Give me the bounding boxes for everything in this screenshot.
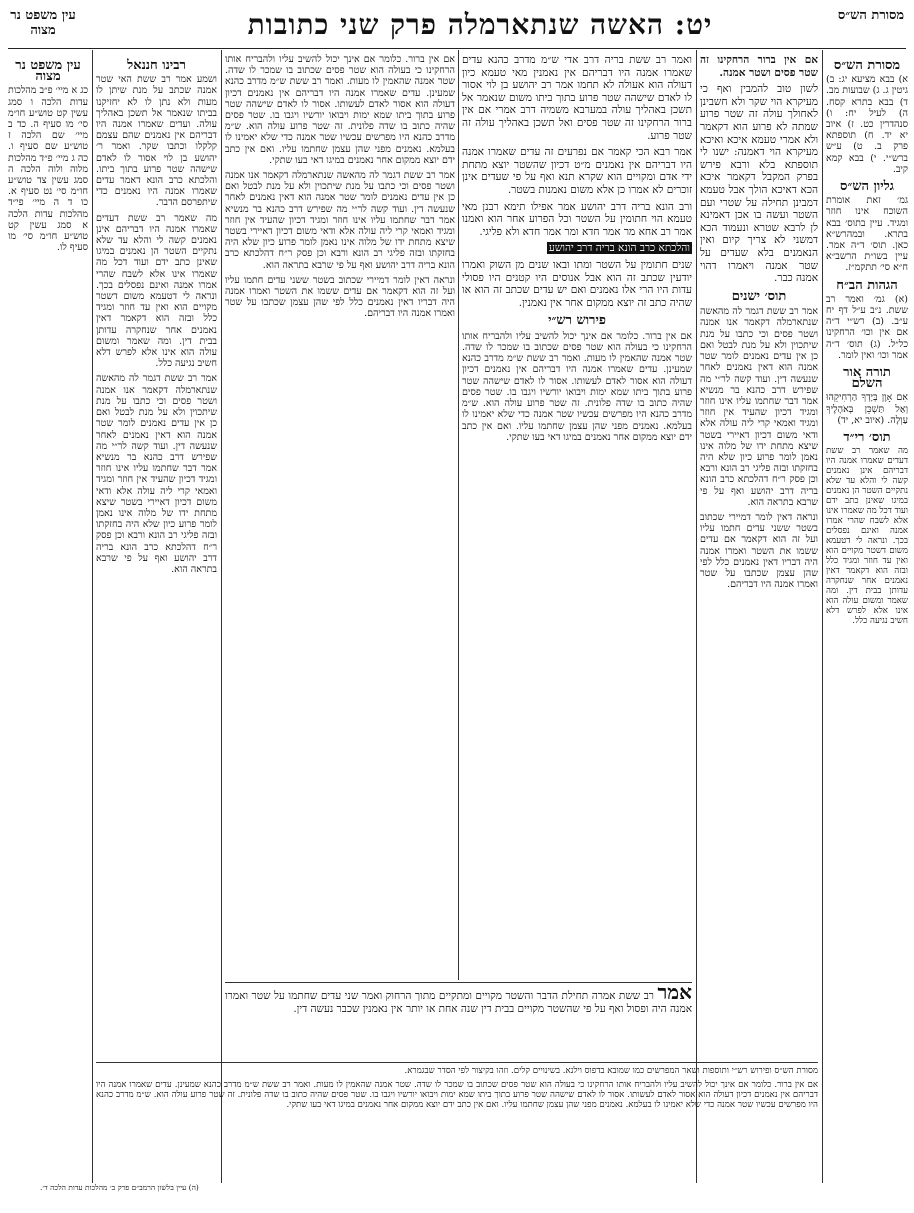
gemara-paragraph: ואמר רב ששת בריה דרב אדי ש״מ מדרב כהנא עדים שאמרו אמנה היו דבריהם אין נאמנין מאי טעמא כיון דעולה הוא אעולה לא תחמו אמר רב יהושע בן לוי אסור לו לאדם שישהה שטר פרוע בתוך ביתו משום שנאמר אל תשכן באהליך עולה במערבא משמיה דרב אמרי אם אין ברור הרחקינו זה שטר פסים ואל תשכן באהליך עולה זה שטר פרוע. <box>462 54 692 142</box>
tosafot-yeshanim-title: תוס׳ ישנים <box>731 288 787 304</box>
right-commentary-lead: אם אין ברור הרחקינו זה שטר פסים ושטר אמנה. <box>700 54 818 79</box>
tosafot-yeshanim-extra: ונראה דאין לומר דמיירי שכתוב בשטר ששני עדים חתמו עליו ועל זה הוא דקאמר אם עדים ששמו את השטר ואמרו אמנה היה דבריו דאין נאמנים כלל לפי שהן עצמן שכתבו על שטר ואמרו אמנה היו דבריהם. <box>700 511 818 591</box>
ein-mishpat-text: כג א מיי׳ פ״ב מהלכות עדות הלכה ו סמג עשין קט טוש״ע חו״מ סי׳ מו סעיף ה. כד ב מיי׳ שם הלכה ז טוש״ע שם סעיף ו. כה ג מיי׳ פ״ד מהלכות מלוה ולוה הלכה ה סמג עשין צד טוש״ע חו״מ סי׳ נט סעיף א. כו ד ה מיי׳ פי״ד מהלכות עדות הלכה א סמג עשין קט טוש״ע חו״מ סי׳ מו סעיף לו. <box>8 85 88 254</box>
footer-text: מסורת הש״ס ופירוש רש״י ותוספות ושאר המפרשים כמו שמובא בדפוס וילנא. בשינויים קלים. וזהו בקיצור לפי הסדר שבגמרא. <box>404 1066 818 1076</box>
gemara-paragraph: ורב הונא בריה דרב יהושע אמר אפילו תימא רבנן מאי טעמא הוי חתומין על השטר וכל הפרוע אחר הוא ואמנו אמר רב אחא מר אמר חדא ומר אמר חדא ולא פליגי. <box>462 200 692 238</box>
rubric-text: רב ששת אמרה תחילת הדבר והשטר מקויים ומתקיים מתוך הרחוק ואמר שני עדים שחתמו על שטר ואמרו אמנה היה ופסול ואף על פי שהשטר מקויים בבית דין שנה אחת או יותר אין נאמנין שכבר נעשה דין. <box>225 990 692 1015</box>
rabbeinu-chananel-text: ושמע אמר רב ששת האי שטר אמנה שכתב על מנת שיתן לו מעות ולא נתן לו לא יחזיקנו בביתו שנאמר אל תשכן באהליך עולה. ועדים שאמרו אמנה היו דבריהם אין נאמנים שהם עצמם קלקלו וכתבו שקר. ואמר ר׳ יהושע בן לוי אסור לו לאדם שישהה שטר פרוע בתוך ביתו. והלכתא כרב הונא דאמר עדים שאמרו אמנה היו נאמנים כדי שיתפרסם הדבר. <box>96 74 217 209</box>
masoret-column <box>826 54 908 1179</box>
column-divider <box>822 50 823 1183</box>
halacha-highlight: והלכתא כרב הונא בריה דרב יהושע <box>548 242 690 255</box>
torah-or-text: אִם אָוֶן בְּיָדְךָ הַרְחִיקֵהוּ וְאַל תַּשְׁכֵּן בְּאֹהָלֶיךָ עַוְלָה. (איוב יא, יד) <box>826 392 908 426</box>
ein-mishpat-label: עין משפט נר מצוה <box>10 8 76 38</box>
tosafot-continuation: אמר רב ששת דגמר לה מהאשה שנתארמלה דקאמר אנו אמנה ושטר פסים וכי כתבו על מנת שיתכוין ולא על מנת לבטל ואם כן אין עדים נאמנים לומר שטר אמנה הוא דאין נאמנים לאחר שנעשה דין. ועוד קשה לר״י מה שפירש דרב כהנא בר מנשיא אמר דבר שחתמו עליו אינו חוזר ומגיד דכיון שהעיד אין חוזר ומגיד ואמאי קרי ליה עולה אלא ודאי משום דכיון דאיירי בשטר שיצא מתחת ידו של מלוה אינו נאמן לומר פרוע כיון שלא היה בחזקתו ובזה פליגי רב הונא ורבא וכן פסק ר״ח דהלכתא כרב הונא בריה דרב יהושע ואף על פי שרבא בתראה הוא. <box>225 170 455 271</box>
tosafot-rid-title: תוס׳ רי״ד <box>843 430 891 446</box>
column-divider <box>696 50 697 1183</box>
torah-or-title: תורה אור השלם <box>843 365 891 392</box>
rubric-rule <box>225 982 692 983</box>
rabbeinu-chananel-text-3: אמר רב ששת דגמר לה מהאשה שנתארמלה דקאמר אנו אמנה ושטר פסים וכי כתבו על מנת שיתכוין ולא על מנת לבטל ואם כן אין עדים נאמנים לומר שטר אמנה הוא דאין נאמנים לאחר שנעשה דין. ועוד קשה לר״י מה שפירש דרב כהנא בר מנשיא אמר דבר שחתמו עליו אינו חוזר ומגיד דכיון שהעיד אין חוזר ומגיד ואמאי קרי ליה עולה אלא ודאי משום דכיון דאיירי בשטר שיצא מתחת ידו של מלוה אינו נאמן לומר פרוע כיון שלא היה בחזקתו ובזה פליגי רב הונא ורבא וכן פסק ר״ח דהלכתא כרב הונא בריה דרב יהושע ואף על פי שרבא בתראה הוא. <box>96 373 217 575</box>
rashi-continuation: אם אין ברור. כלומר אם אינך יכול להשיב עליו ולהבריח אותו הרחקינו כי בעולה הוא שטר פסים שכתוב בו שמכר לו שדה. שטר אמנה שהאמין לו מעות. ואמר רב ששת ש״מ מדרב כהנא שמעינן. עדים שאמרו אמנה היו דבריהם אין נאמנים דכיון דעולה הוא אסור לאדם לעשותו. אסור לו לאדם שישהה שטר פרוע בתוך ביתו שמא ימות ויבואו יורשיו ויגבו בו. שטר פסים שהיה כתוב בו שדה פלונית. זה שטר פרוע עולה הוא. ש״מ מדרב כהנא היו מפרשים עכשיו שטר אמנה כדי שלא יאמינו לו בעלמא. נאמנים מפני שהן עצמן שחתמו עליו. ואם אין כתב ידם יוצא ממקום אחר נאמנים במיגו דאי בעו שתקי. <box>225 54 455 166</box>
right-commentary-text: לשון טוב להמבין ואף כי מעיקרא הוי שקר ולא חשבינן לאחולך עולה זה שטר פרוע שמתה לא פרוע הוא דקאמר ולא אמרי טעמא איכא ואיכא מעיקרא הוי דאמנה: ישנו לי תוספתא בלא ורבא פירש בפרק המקבל דקאמר איכא הכא דאיכא הולך אבל טעמא דמבינן תחילה על שטרי ועם השטר ועשה בו אכן דאמינא לן לרבא שטרא ונעמוד הכא דמשני לא צריך קיום ואין הנאמנים בלא שעדים על שטר אמנה ויאמרו דהוי אמנה כבר. <box>700 83 818 285</box>
gilyon-title: גליון הש״ס <box>840 179 894 195</box>
ein-mishpat-title: עין משפט נר מצוה <box>15 58 81 85</box>
tosafot-rid-text: מה שאמר רב ששת דעדים שאמרו אמנה היו דבריהם אינן נאמנים קשה לי והלא עד שלא נתקיים השטר הן נאמנים במיגו שאינן כתב ידם ועוד דכל מה שאמרו אינו אלא לשבח שהרי אמרו אמנה ואינם נפסלים בכך. ונראה לי דטעמא משום דשטר מקויים הוא ואין עד חוזר ומגיד כלל ובזה הוא דקאמר דאין נאמנים אחר שנחקרה עדותן בבית דין. ומה שאמר ומשום עולה הוא אינו אלא לפרש דלא חשיב נגיעה כלל. <box>826 446 908 627</box>
rabbeinu-chananel-column <box>96 54 217 1179</box>
header-rule <box>8 48 906 49</box>
footer-rashi: אם אין ברור. כלומר אם אינך יכול להשיב עליו ולהבריח אותו הרחקינו כי בעולה הוא שטר פסים שכתוב בו שמכר לו שדה. שטר אמנה שהאמין לו מעות. ואמר רב ששת ש״מ מדרב כהנא שמעינן. עדים שאמרו אמנה היו דבריהם אין נאמנים דכיון דעולה הוא אסור לאדם לעשותו. אסור לו לאדם שישהה שטר פרוע בתוך ביתו שמא ימות ויבואו יורשיו ויגבו בו. שטר פסים שהיה כתוב בו שדה פלונית. זה שטר פרוע עולה הוא. ש״מ מדרב כהנא היו מפרשים עכשיו שטר אמנה כדי שלא יאמינו לו בעלמא. נאמנים מפני שהן עצמן שחתמו עליו. ואם אין כתב ידם יוצא ממקום אחר נאמנים במיגו דאי בעו שתקי. <box>96 1080 818 1110</box>
column-divider <box>92 50 93 1183</box>
rashi-text: אם אין ברור. כלומר אם אינך יכול להשיב עליו ולהבריח אותו הרחקינו כי בעולה הוא שטר פסים שכתוב בו שמכר לו שדה. שטר אמנה שהאמין לו מעות. ואמר רב ששת ש״מ מדרב כהנא שמעינן. עדים שאמרו אמנה היו דבריהם אין נאמנים דכיון דעולה הוא אסור לאדם לעשותו. אסור לו לאדם שישהה שטר פרוע בתוך ביתו שמא ימות ויבואו יורשיו ויגבו בו. שטר פסים שהיה כתוב בו שדה פלונית. זה שטר פרוע עולה הוא. ש״מ מדרב כהנא היו מפרשים עכשיו שטר אמנה כדי שלא יאמינו לו בעלמא. נאמנים מפני שהן עצמן שחתמו עליו. ואם אין כתב ידם יוצא ממקום אחר נאמנים במיגו דאי בעו שתקי. <box>462 330 692 443</box>
tosafot-continuation-extra: ונראה דאין לומר דמיירי שכתוב בשטר ששני עדים חתמו עליו ועל זה הוא דקאמר אם עדים ששמו את השטר ואמרו אמנה היה דבריו דאין נאמנים כלל לפי שהן עצמן שכתבו על שטר ואמרו אמנה היו דבריהם. <box>225 274 455 320</box>
gilyon-text: גמ׳ זאת אומרת השוכח אינו חוזר ומגיד. עיין בתוס׳ בבא בתרא. ובמהרש״א כאן. תוס׳ ד״ה אמר. עיין בשו״ת הרשב״א ח״א סי׳ תתקמ״ז. <box>826 195 908 274</box>
column-divider <box>458 50 459 980</box>
footer-commentary <box>96 1066 818 1178</box>
masoret-text: א) בבא מציעא יג: ב) גיטין ג. ג) שבועות מב. ד) בבא בתרא קסח. ה) לעיל יח: ו) סנהדרין כט. ז) איוב יא יד. ח) תוספתא פרק ב. ט) ע״ש ברש״י. י) בבא קמא קיב. <box>826 74 908 175</box>
hagahot-text: (א) גמ׳ ואמר רב ששת. נ״ב ע״ל דף יח ע״ב. (ב) רש״י ד״ה אם אין וכו׳ הרחקינו כל״ל. (ג) תוס׳ ד״ה אמר וכו׳ ואין לומר. <box>826 293 908 361</box>
gemara-left-column <box>225 54 455 980</box>
ein-mishpat-column <box>8 54 88 1179</box>
right-commentary-column <box>700 54 818 1179</box>
gemara-paragraph: שנים חתומין על השטר ומתו ובאו שנים מן השוק ואמרו יודעין שכתב זה הוא אבל אנוסים היו קטנים היו פסולי עדות היו הרי אלו נאמנים ואם יש עדים שכתב זה הוא או שהיה כתב זה יוצא ממקום אחר אין נאמנין. <box>462 258 692 309</box>
page-title: יט: האשה שנתארמלה פרק שני כתובות <box>247 8 713 41</box>
hagahot-title: הגהות הב״ח <box>836 277 898 293</box>
rubric-block <box>225 986 692 1058</box>
rubric-lead: אמר <box>657 986 692 1004</box>
column-divider <box>221 50 222 1183</box>
footer-rule <box>96 1062 818 1063</box>
rabbeinu-chananel-text-2: מה שאמר רב ששת דעדים שאמרו אמנה היו דבריהם אינן נאמנים קשה לי והלא עד שלא נתקיים השטר הן נאמנים במיגו שאינן כתב ידם ועוד דכל מה שאמרו אינו אלא לשבח שהרי אמרו אמנה ואינם נפסלים בכך. ונראה לי דטעמא משום דשטר מקויים הוא ואין עד חוזר ומגיד כלל ובזה הוא דקאמר דאין נאמנים אחר שנחקרה עדותן בבית דין. ומה שאמר ומשום עולה הוא אינו אלא לפרש דלא חשיב נגיעה כלל. <box>96 212 217 370</box>
rabbeinu-chananel-title: רבינו חננאל <box>127 58 186 73</box>
gemara-right-column <box>462 54 692 980</box>
gemara-paragraph: אמר רבא הכי קאמר אם נפרעים זה עדים שאמרו אמנה היו דבריהם אין נאמנים מ״ט דכיון שהשטר יוצא מתחת ידי אדם ומקויים הוא שקרא תנא ואף על פי שעדים אינן זוכרים לא אמרו כן אלא משום נאמנות בשטר. <box>462 146 692 196</box>
footnote: (ה) עיין בלשון הרמב״ם פרק ב׳ מהלכות עדות הלכה ד׳. <box>40 1183 199 1192</box>
masoret-label: מסורת הש״ס <box>837 8 905 23</box>
tosafot-yeshanim-text: אמר רב ששת דגמר לה מהאשה שנתארמלה דקאמר אנו אמנה ושטר פסים וכי כתבו על מנת שיתכוין ולא על מנת לבטל ואם כן אין עדים נאמנים לומר שטר אמנה הוא דאין נאמנים לאחר שנעשה דין. ועוד קשה לר״י מה שפירש דרב כהנא בר מנשיא אמר דבר שחתמו עליו אינו חוזר ומגיד דכיון שהעיד אין חוזר ומגיד ואמאי קרי ליה עולה אלא ודאי משום דכיון דאיירי בשטר שיצא מתחת ידו של מלוה אינו נאמן לומר פרוע כיון שלא היה בחזקתו ובזה פליגי רב הונא ורבא וכן פסק ר״ח דהלכתא כרב הונא בריה דרב יהושע ואף על פי שרבא בתראה הוא. <box>700 306 818 508</box>
rashi-title: פירוש רש״י <box>548 313 606 329</box>
masoret-title: מסורת הש״ס <box>833 58 901 73</box>
